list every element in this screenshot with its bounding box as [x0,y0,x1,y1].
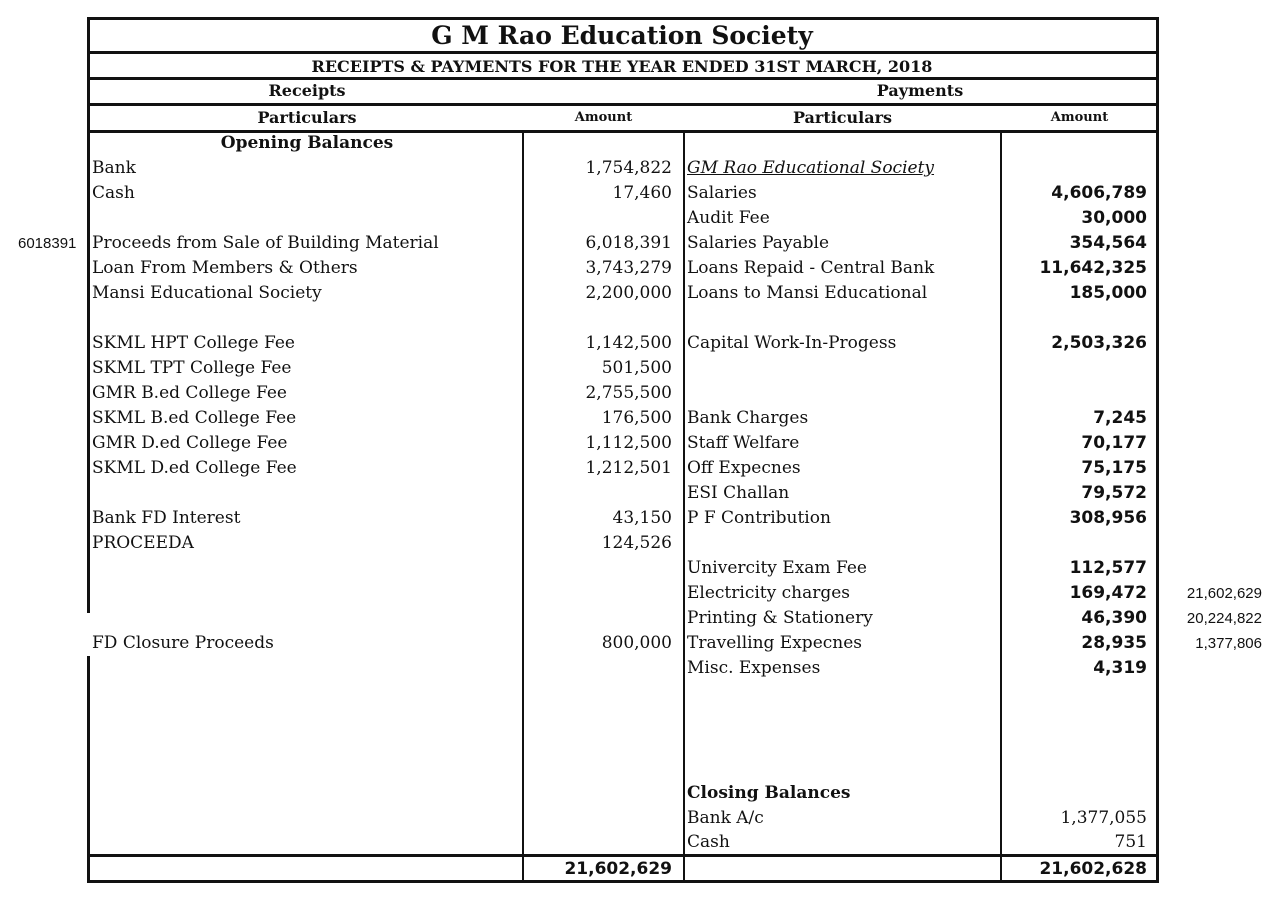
payment-label: Electricity charges [687,583,851,603]
closing-label: Bank A/c [687,808,764,828]
receipt-label: SKML D.ed College Fee [92,458,297,478]
receipt-amount: 2,200,000 [585,283,672,303]
closing-label: Cash [687,832,730,852]
receipt-label: GMR D.ed College Fee [92,433,288,453]
receipts-total: 21,602,629 [564,859,672,879]
receipt-label: Loan From Members & Others [92,258,358,278]
right-margin-note: 21,602,629 [1186,585,1262,602]
payment-amount: 4,606,789 [1051,183,1147,203]
left-margin-note: 6018391 [18,235,77,252]
receipt-amount: 2,755,500 [585,383,672,403]
payment-amount: 28,935 [1081,633,1147,653]
payment-amount: 79,572 [1081,483,1147,503]
payment-amount: 112,577 [1069,558,1147,578]
document-title: G M Rao Education Society [431,21,813,50]
payment-amount: 30,000 [1081,208,1147,228]
payment-amount: 2,503,326 [1051,333,1147,353]
receipts-header: Receipts [268,81,346,100]
receipt-amount: 6,018,391 [585,233,672,253]
payment-amount: 185,000 [1069,283,1147,303]
receipt-amount: 1,212,501 [585,458,672,478]
receipt-amount: 43,150 [612,508,672,528]
table-border-right [1156,17,1159,882]
payment-amount: 308,956 [1069,508,1147,528]
receipts-particulars-header: Particulars [257,108,357,127]
payment-amount: 46,390 [1081,608,1147,628]
right-margin-note: 1,377,806 [1195,635,1262,652]
receipt-amount: 1,754,822 [585,158,672,178]
payment-label: Salaries [687,183,757,203]
document-subtitle: RECEIPTS & PAYMENTS FOR THE YEAR ENDED 31ST MARCH, 2018 [311,57,933,76]
payment-amount: 354,564 [1069,233,1147,253]
payment-label: Travelling Expecnes [687,633,863,653]
payment-label: Misc. Expenses [687,658,821,678]
payment-amount: 4,319 [1093,658,1147,678]
payment-label: Off Expecnes [687,458,801,478]
payment-label: Audit Fee [687,208,770,228]
receipt-amount: 124,526 [601,533,672,553]
closing-balances-heading: Closing Balances [687,783,851,803]
receipt-amount: 176,500 [601,408,672,428]
payment-amount: 75,175 [1081,458,1147,478]
receipt-label: SKML TPT College Fee [92,358,292,378]
payment-label: Loans Repaid - Central Bank [687,258,935,278]
receipt-amount: 1,112,500 [585,433,672,453]
payment-label: Loans to Mansi Educational [687,283,928,303]
closing-amount: 1,377,055 [1060,808,1147,828]
right-margin-note: 20,224,822 [1186,610,1262,627]
receipt-label: PROCEEDA [92,533,194,553]
receipt-label: SKML HPT College Fee [92,333,295,353]
payments-total: 21,602,628 [1039,859,1147,879]
closing-amount: 751 [1114,832,1147,852]
payments-amount-header: Amount [1050,110,1109,125]
receipt-label: Proceeds from Sale of Building Material [92,233,439,253]
payments-header: Payments [876,81,964,100]
payments-section-heading: GM Rao Educational Society [687,158,935,178]
payment-label: P F Contribution [687,508,831,528]
receipt-amount: 3,743,279 [585,258,672,278]
receipt-amount: 800,000 [601,633,672,653]
divider-receipts-payments [683,131,685,881]
receipt-label: Cash [92,183,135,203]
payment-label: Capital Work-In-Progess [687,333,897,353]
payment-label: Staff Welfare [687,433,800,453]
payments-particulars-header: Particulars [792,108,893,127]
opening-balances-heading: Opening Balances [220,133,394,153]
receipt-amount: 1,142,500 [585,333,672,353]
payment-amount: 169,472 [1069,583,1147,603]
payment-label: Salaries Payable [687,233,830,253]
receipt-label: Bank [92,158,136,178]
payment-amount: 70,177 [1081,433,1147,453]
receipt-label: Mansi Educational Society [92,283,322,303]
receipt-label: SKML B.ed College Fee [92,408,297,428]
payment-amount: 7,245 [1093,408,1147,428]
payment-label: Printing & Stationery [687,608,873,628]
payment-label: ESI Challan [687,483,790,503]
receipt-label: Bank FD Interest [92,508,241,528]
receipt-amount: 17,460 [612,183,672,203]
receipts-amount-header: Amount [574,110,633,125]
payment-label: Univercity Exam Fee [687,558,867,578]
payment-label: Bank Charges [687,408,809,428]
table-border-left-lower [87,656,90,882]
receipt-label: GMR B.ed College Fee [92,383,287,403]
receipt-label: FD Closure Proceeds [92,633,274,653]
payment-amount: 11,642,325 [1039,258,1147,278]
receipt-amount: 501,500 [601,358,672,378]
